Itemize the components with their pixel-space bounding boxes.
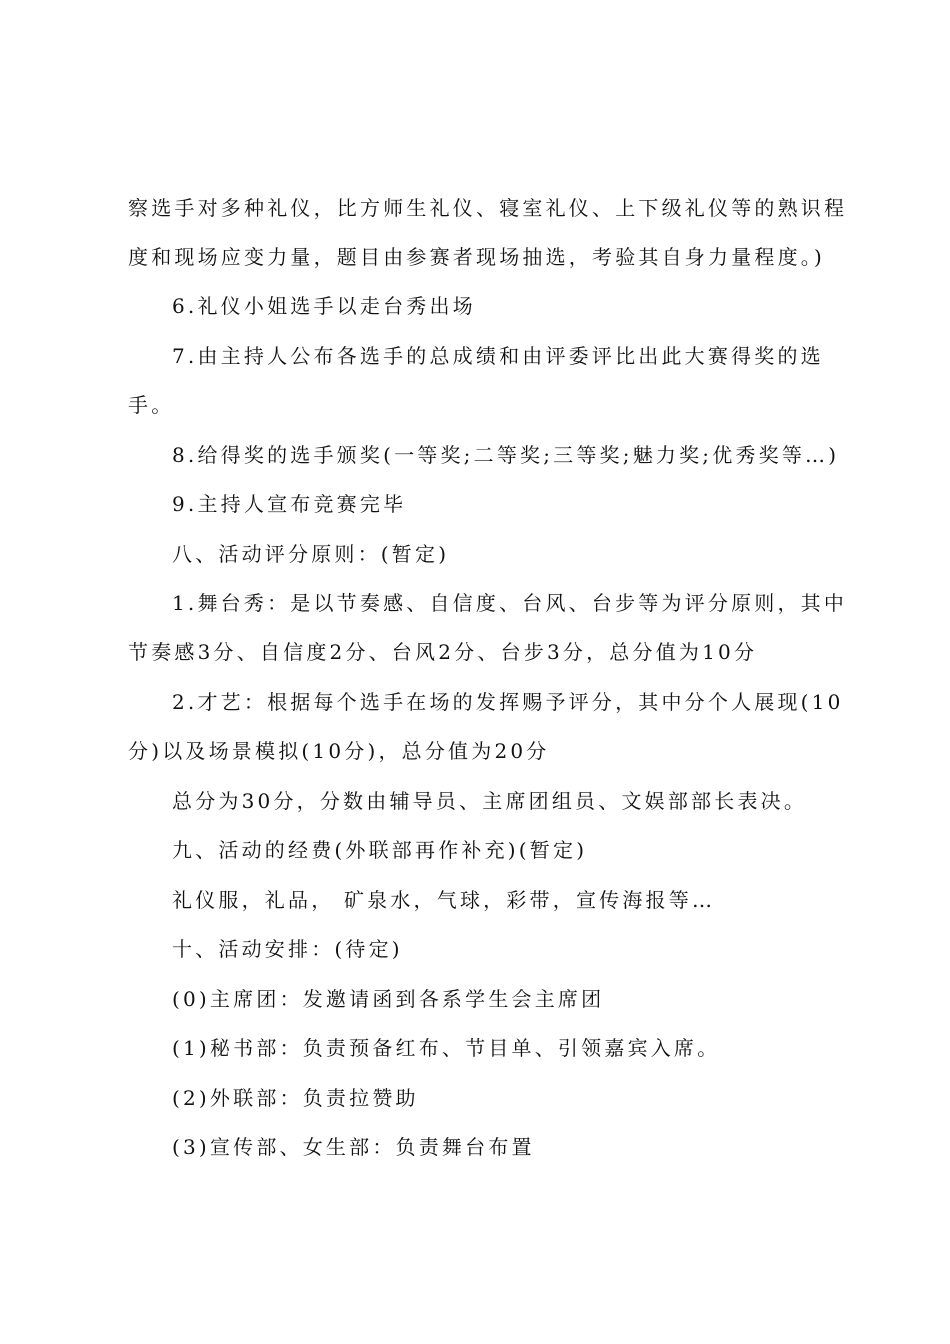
text-line: 9.主持人宣布竞赛完毕 (172, 492, 407, 516)
text-line: 7.由主持人公布各选手的总成绩和由评委评比出此大赛得奖的选 (172, 344, 824, 368)
text-line: 2.才艺：根据每个选手在场的发挥赐予评分，其中分个人展现(10 (172, 690, 844, 714)
text-line: 1.舞台秀：是以节奏感、自信度、台风、台步等为评分原则，其中 (172, 591, 848, 615)
text-line: (1)秘书部：负责预备红布、节目单、引领嘉宾入席。 (172, 1036, 721, 1060)
text-line: 总分为30分，分数由辅导员、主席团组员、文娱部部长表决。 (172, 789, 808, 813)
text-line: 6.礼仪小姐选手以走台秀出场 (172, 294, 476, 318)
text-line: (3)宣传部、女生部：负责舞台布置 (172, 1135, 535, 1159)
text-line: (2)外联部：负责拉赞助 (172, 1086, 419, 1110)
text-line: (0)主席团：发邀请函到各系学生会主席团 (172, 987, 605, 1011)
text-line: 度和现场应变力量，题目由参赛者现场抽选，考验其自身力量程度。) (128, 245, 826, 269)
text-line: 手。 (128, 393, 175, 417)
text-line: 8.给得奖的选手颁奖(一等奖;二等奖;三等奖;魅力奖;优秀奖等…) (172, 443, 840, 467)
section-heading: 九、活动的经费(外联部再作补充)(暂定) (172, 838, 588, 862)
section-heading: 八、活动评分原则：(暂定) (172, 542, 450, 566)
text-line: 节奏感3分、自信度2分、台风2分、台步3分，总分值为10分 (128, 640, 758, 664)
text-line: 察选手对多种礼仪，比方师生礼仪、寝室礼仪、上下级礼仪等的熟识程 (128, 196, 848, 220)
section-heading: 十、活动安排：(待定) (172, 937, 403, 961)
text-line: 礼仪服，礼品， 矿泉水，气球，彩带，宣传海报等… (172, 888, 716, 912)
text-line: 分)以及场景模拟(10分)，总分值为20分 (128, 739, 550, 763)
